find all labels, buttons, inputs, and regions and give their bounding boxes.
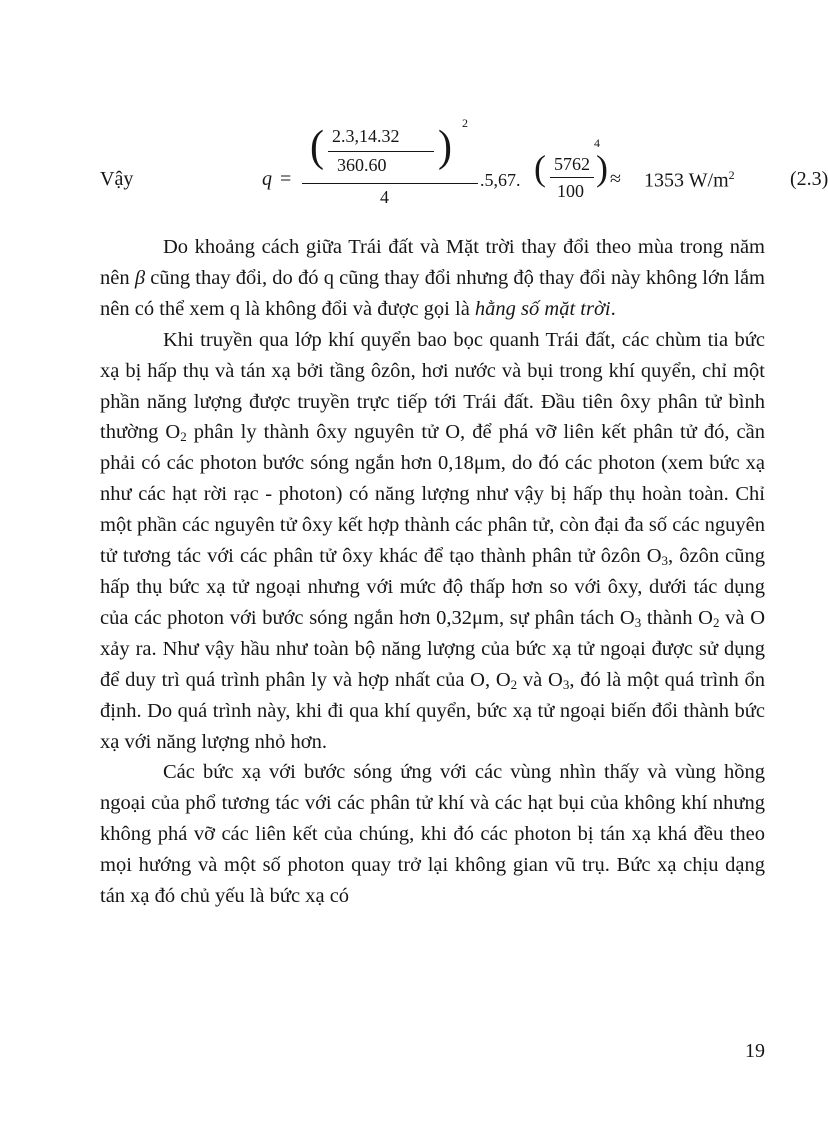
right-paren: ) <box>438 122 452 172</box>
beta-symbol: β <box>134 266 146 289</box>
equation-number: (2.3) <box>790 168 828 190</box>
temperature-exponent: 4 <box>594 136 600 150</box>
text-run: , ôzôn cũng hấp thụ bức xạ tử ngoại nhưng với mức độ thấp hơn so với ôxy, dưới tác dụng của các photon với bước sóng ngắn hơn 0,32μm, sự phân tách O <box>100 545 766 629</box>
temperature-fraction <box>532 148 612 208</box>
equation-lead-word: Vậy <box>100 168 134 190</box>
approx-sign: ≈ <box>610 168 621 190</box>
text-run: . <box>610 297 616 320</box>
temperature-fraction-bar <box>550 177 594 178</box>
inner-fraction-bar <box>328 151 434 152</box>
temperature-denominator: 100 <box>557 181 584 201</box>
temperature-numerator: 5762 <box>554 154 590 174</box>
text-run: Do khoảng cách giữa Trái đất và Mặt trời thay đổi theo mùa trong năm nên <box>100 236 765 289</box>
text-run: thành O <box>641 606 713 629</box>
italic-term: hằng số mặt trời <box>474 297 611 320</box>
left-paren: ( <box>534 148 546 188</box>
subscript: 3 <box>634 614 642 630</box>
paragraph-2 <box>100 325 765 758</box>
inner-numerator: 2.3,14.32 <box>332 126 400 146</box>
text-run: cũng thay đổi, do đó q cũng thay đổi nhưng độ thay đổi này không lớn lắm nên có thể xem q là không đổi và được gọi là <box>100 266 765 320</box>
subscript: 2 <box>510 676 518 692</box>
left-paren: ( <box>310 122 324 172</box>
right-paren: ) <box>596 148 608 188</box>
page-number: 19 <box>745 1040 765 1062</box>
main-denominator: 4 <box>380 187 389 207</box>
solar-constant-equation <box>100 116 828 218</box>
paragraph-3: Các bức xạ với bước sóng ứng với các vùng nhìn thấy và vùng hồng ngoại của phổ tương tác với các phân tử khí và các hạt bụi của không khí nhưng không phá vỡ các liên kết của chúng, khi đó các photon bị tán xạ khá đều theo mọi hướng và một số photon quay trở lại không gian vũ trụ. Bức xạ chịu dạng tán xạ đó chủ yếu là bức xạ có <box>100 761 765 908</box>
text-run: phân ly thành ôxy nguyên tử O, để phá vỡ liên kết phân tử đó, cần phải có các photon bước sóng ngắn hơn 0,18μm, do đó các photon (xem bức xạ như các hạt rời rạc ‑ photon) có năng lượng như vậy bị hấp thụ hoàn toàn. Chỉ một phần các nguyên tử ôxy kết hợp thành các phân tử, còn đại đa số các nguyên tử tương tác với các phân tử ôxy khác để tạo thành phân tử ôzôn O <box>100 421 766 568</box>
main-fraction-bar <box>302 183 478 184</box>
equation-main-fraction <box>302 118 478 218</box>
equation-variable: q <box>262 168 272 190</box>
subscript: 2 <box>712 614 720 630</box>
subscript: 2 <box>180 429 187 445</box>
inner-exponent: 2 <box>462 116 468 130</box>
text-run: và O xảy ra. Như vậy hầu như toàn bộ năng lượng của bức xạ tử ngoại được sử dụng để duy trì quá trình phân ly và hợp nhất của O, O <box>100 606 766 691</box>
text-run: Khi truyền qua lớp khí quyển bao bọc quanh Trái đất, các chùm tia bức xạ bị hấp thụ và tán xạ bởi tầng ôzôn, hơi nước và bụi trong khí quyển, chỉ một phần năng lượng được truyền trực tiếp tới Trái đất. Đầu tiên ôxy phân tử bình thường O <box>100 328 765 444</box>
equation-result <box>644 168 735 193</box>
subscript: 3 <box>661 553 669 569</box>
subscript: 3 <box>562 676 570 692</box>
result-exponent: 2 <box>728 168 735 182</box>
equation-multiplier: .5,67. <box>480 170 521 190</box>
inner-denominator: 360.60 <box>337 155 387 175</box>
result-value: 1353 W/m <box>644 169 729 192</box>
text-run: , đó là một quá trình ổn định. Do quá trình này, khi đi qua khí quyển, bức xạ tử ngoại biến đổi thành bức xạ với năng lượng nhỏ hơn. <box>100 668 766 753</box>
text-run: và O <box>517 668 563 691</box>
body-text <box>100 232 765 912</box>
paragraph-1 <box>100 232 765 325</box>
equation-equals-sign: = <box>280 168 292 190</box>
